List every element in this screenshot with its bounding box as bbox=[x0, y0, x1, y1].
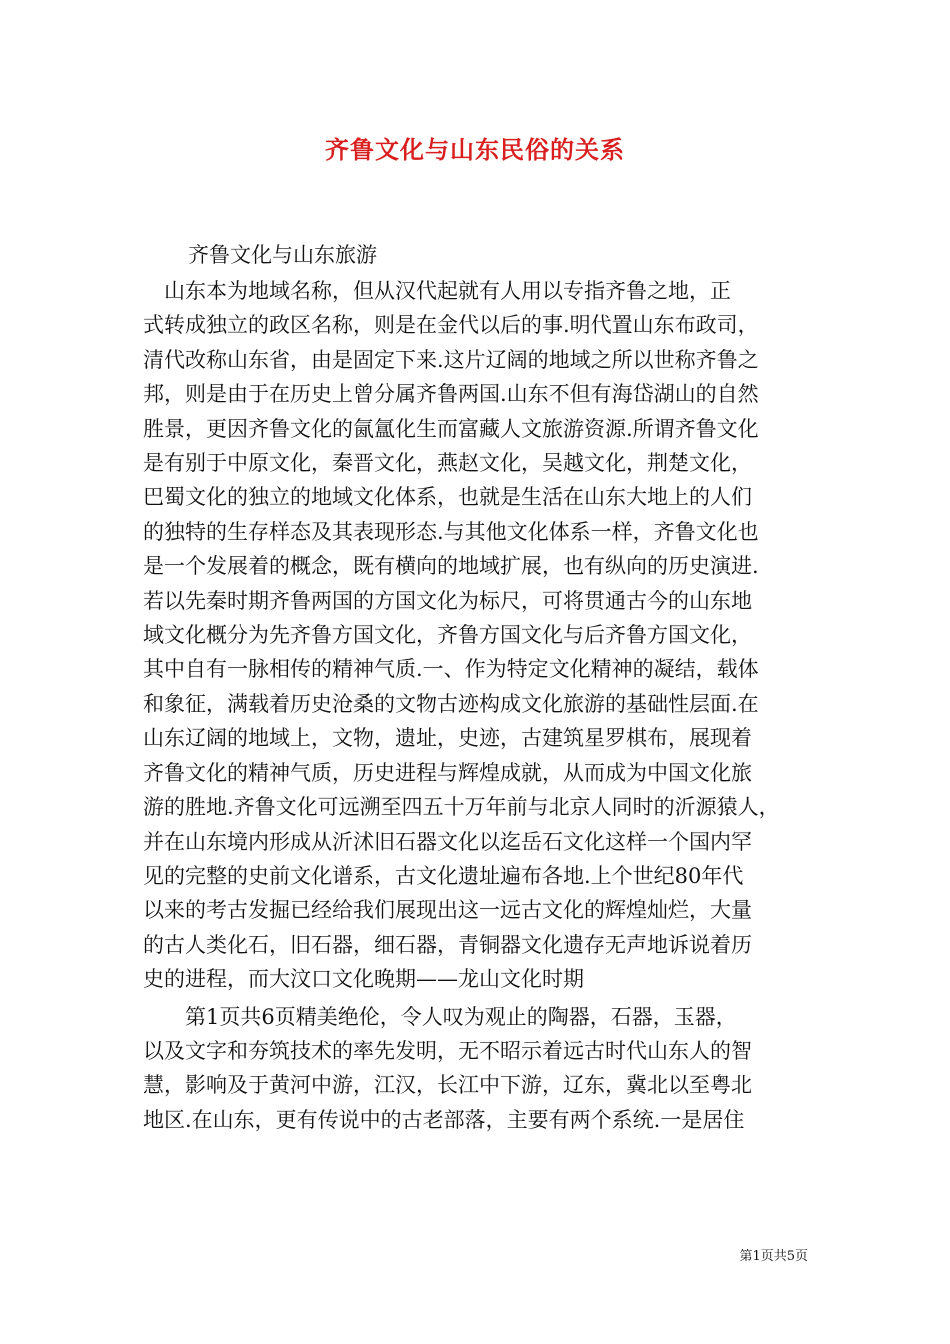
text-line: 邦，则是由于在历史上曾分属齐鲁两国.山东不但有海岱湖山的自然 bbox=[143, 382, 759, 407]
text-line: 史的进程，而大汶口文化晚期——龙山文化时期 bbox=[143, 967, 584, 992]
text-line: 胜景，更因齐鲁文化的氤氲化生而富藏人文旅游资源.所谓齐鲁文化 bbox=[143, 416, 759, 441]
text-line: 巴蜀文化的独立的地域文化体系，也就是生活在山东大地上的人们 bbox=[143, 485, 752, 510]
page-footer: 第1页共5页 bbox=[739, 1249, 808, 1264]
text-line: 式转成独立的政区名称，则是在金代以后的事.明代置山东布政司， bbox=[143, 313, 759, 338]
paragraph-2 bbox=[143, 1000, 808, 1138]
section-heading: 齐鲁文化与山东旅游 bbox=[188, 243, 377, 267]
text-line: 齐鲁文化的精神气质，历史进程与辉煌成就，从而成为中国文化旅 bbox=[143, 760, 752, 785]
text-line: 并在山东境内形成从沂沭旧石器文化以迄岳石文化这样一个国内罕 bbox=[143, 829, 752, 854]
text-line: 以及文字和夯筑技术的率先发明，无不昭示着远古时代山东人的智 bbox=[143, 1038, 752, 1063]
text-line: 其中自有一脉相传的精神气质.一、作为特定文化精神的凝结，载体 bbox=[143, 657, 759, 682]
text-line: 山东辽阔的地域上，文物，遗址，史迹，古建筑星罗棋布，展现着 bbox=[143, 726, 752, 751]
text-line: 清代改称山东省，由是固定下来.这片辽阔的地域之所以世称齐鲁之 bbox=[143, 347, 759, 372]
text-line: 是一个发展着的概念，既有横向的地域扩展，也有纵向的历史演进. bbox=[143, 554, 759, 579]
text-line: 以来的考古发掘已经给我们展现出这一远古文化的辉煌灿烂，大量 bbox=[143, 898, 752, 923]
text-line: 和象征，满载着历史沧桑的文物古迹构成文化旅游的基础性层面.在 bbox=[143, 691, 759, 716]
text-line: 若以先秦时期齐鲁两国的方国文化为标尺，可将贯通古今的山东地 bbox=[143, 588, 752, 613]
text-line: 第1页共6页精美绝伦，令人叹为观止的陶器，石器，玉器， bbox=[143, 1004, 737, 1029]
text-line: 是有别于中原文化，秦晋文化，燕赵文化，吴越文化，荆楚文化， bbox=[143, 451, 752, 476]
text-line: 域文化概分为先齐鲁方国文化，齐鲁方国文化与后齐鲁方国文化， bbox=[143, 623, 752, 648]
document-title: 齐鲁文化与山东民俗的关系 bbox=[325, 135, 625, 164]
text-line: 山东本为地域名称，但从汉代起就有人用以专指齐鲁之地，正 bbox=[143, 279, 731, 303]
paragraph-1 bbox=[143, 274, 808, 997]
text-line: 地区.在山东，更有传说中的古老部落，主要有两个系统.一是居住 bbox=[143, 1107, 745, 1132]
document-body bbox=[143, 274, 808, 1137]
text-line: 游的胜地.齐鲁文化可远溯至四五十万年前与北京人同时的沂源猿人， bbox=[143, 795, 780, 820]
text-line: 的独特的生存样态及其表现形态.与其他文化体系一样，齐鲁文化也 bbox=[143, 519, 759, 544]
text-line: 的古人类化石，旧石器，细石器，青铜器文化遗存无声地诉说着历 bbox=[143, 932, 752, 957]
text-line: 见的完整的史前文化谱系，古文化遗址遍布各地.上个世纪80年代 bbox=[143, 863, 744, 888]
text-line: 慧，影响及于黄河中游，江汉，长江中下游，辽东，冀北以至粤北 bbox=[143, 1073, 752, 1098]
